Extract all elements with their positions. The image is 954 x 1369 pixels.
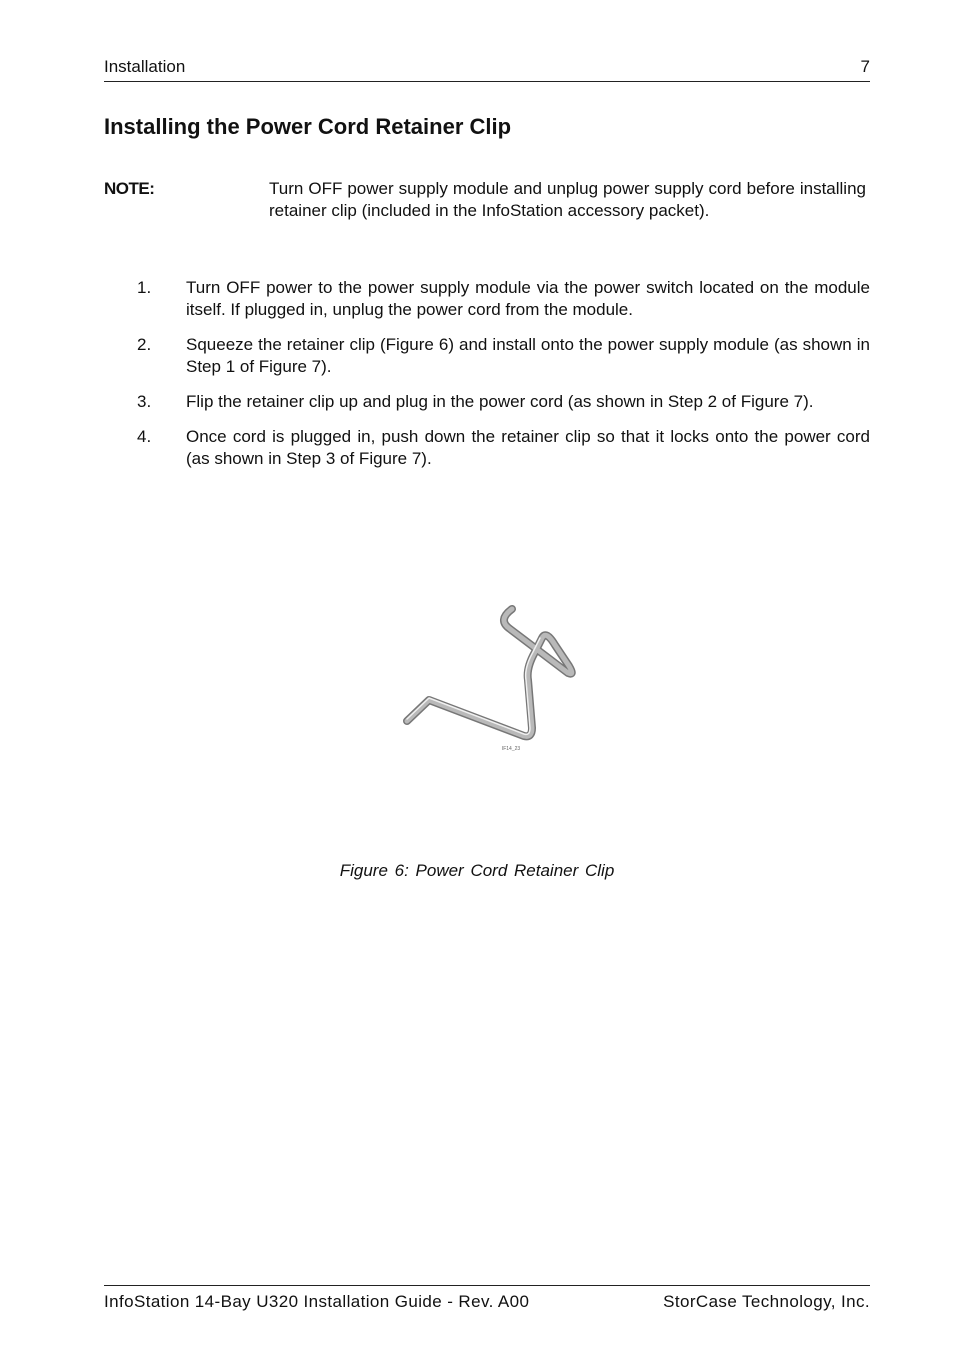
step-number: 4. (137, 427, 152, 446)
retainer-clip-wire (407, 609, 572, 736)
note-text: Turn OFF power supply module and unplug power supply cord before installing retainer clip (included in the InfoStation accessory packet). (269, 179, 866, 220)
figure-id-label: IF14_23 (501, 746, 521, 752)
step-list (104, 277, 870, 483)
list-item (104, 277, 870, 321)
figure-caption: Figure 6: Power Cord Retainer Clip (339, 861, 615, 880)
footer-company: StorCase Technology, Inc. (663, 1292, 870, 1311)
page-number: 7 (860, 57, 870, 76)
step-text: Squeeze the retainer clip (Figure 6) and install onto the power supply module (as shown in Step 1 of Figure 7). (186, 335, 870, 376)
footer-document-title: InfoStation 14-Bay U320 Installation Guide - Rev. A00 (104, 1292, 530, 1311)
step-text: Flip the retainer clip up and plug in the power cord (as shown in Step 2 of Figure 7). (186, 392, 814, 411)
step-number: 2. (137, 335, 152, 354)
step-number: 1. (137, 278, 152, 297)
section-title: Installing the Power Cord Retainer Clip (104, 114, 512, 139)
list-item (104, 426, 870, 470)
step-text: Once cord is plugged in, push down the retainer clip so that it locks onto the power cord (as shown in Step 3 of Figure 7). (186, 427, 870, 468)
page-header (104, 57, 870, 82)
retainer-clip-illustration (395, 598, 595, 758)
list-item (104, 391, 870, 413)
list-item (104, 334, 870, 378)
step-number: 3. (137, 392, 152, 411)
step-text: Turn OFF power to the power supply module via the power switch located on the module itself. If plugged in, unplug the power cord from the module. (186, 278, 870, 319)
note-label: NOTE: (104, 179, 155, 198)
section-name: Installation (104, 57, 186, 76)
page-footer (104, 1285, 870, 1311)
